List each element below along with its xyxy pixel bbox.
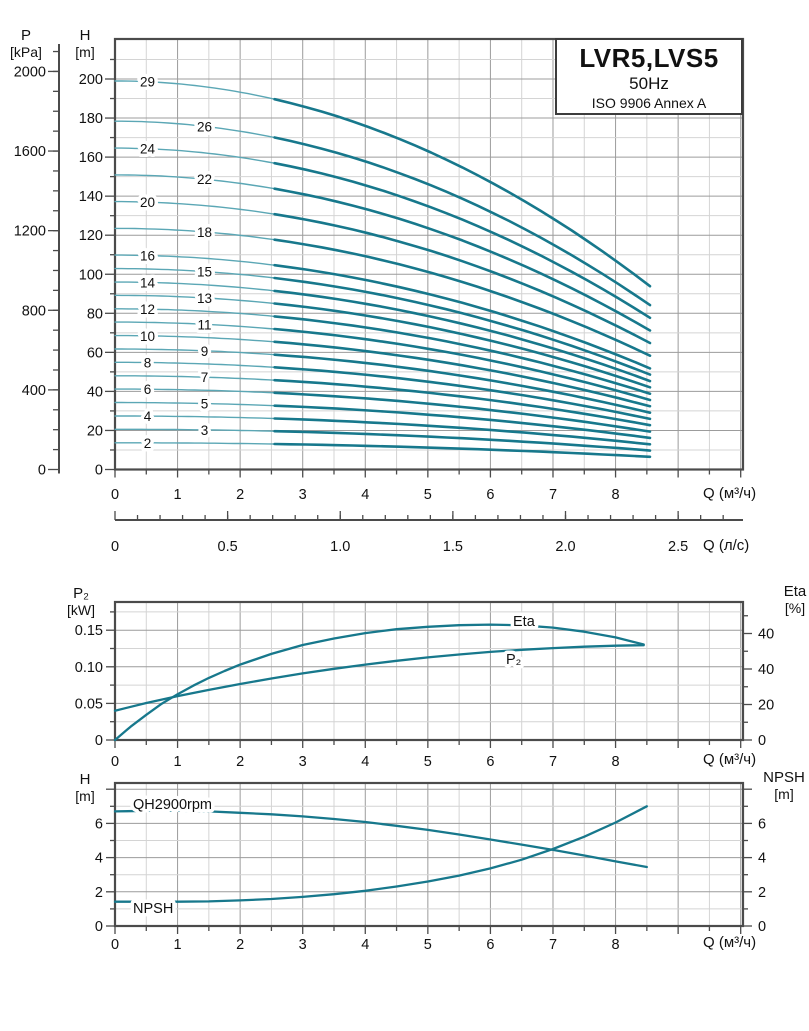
curve-label-26: 26 [196, 119, 212, 135]
h2-tick-label: 2 [94, 884, 103, 901]
curve-stage-16-lowflow [115, 255, 275, 265]
title-box [555, 38, 743, 115]
curve-label-22: 22 [196, 172, 212, 188]
curve-label-7: 7 [200, 370, 209, 386]
h2-tick-label: 6 [94, 816, 103, 833]
x-tick-label: 5 [423, 937, 432, 953]
main-flow-unit-label: Q (м³/ч) [703, 485, 757, 502]
curve-label-12: 12 [140, 302, 156, 318]
main-qh-chart [14, 39, 743, 555]
x-tick-label: 1 [173, 937, 182, 953]
ls-tick-label: 2.5 [668, 539, 689, 555]
x-tick-label: 0 [110, 754, 120, 770]
curve-label-24: 24 [140, 141, 156, 157]
curve-stage-8-lowflow [115, 362, 275, 367]
pressure-axis-unit: [kPa] [10, 44, 42, 60]
power-axis-header [56, 585, 106, 619]
ls-flow-unit-label: Q (л/с) [703, 537, 750, 554]
x-tick-label: 2 [236, 754, 245, 770]
curve-npsh [115, 806, 647, 901]
x-tick-label: 0 [110, 487, 120, 503]
pressure-axis-symbol: P [20, 27, 31, 44]
pump-model: LVR5,LVS5 [579, 43, 719, 73]
ls-tick-label: 2.0 [555, 539, 576, 555]
head2-axis-header [62, 771, 108, 805]
eta-axis-symbol: Eta [783, 583, 807, 600]
curve-stage-18-lowflow [115, 228, 275, 239]
curve-label-20: 20 [140, 195, 156, 211]
curve-stage-5-lowflow [115, 403, 275, 406]
curve-stage-20-lowflow [115, 202, 275, 215]
x-tick-label: 3 [298, 754, 307, 770]
x-tick-label: 2 [236, 937, 245, 953]
p2-tick-label: 0.05 [74, 696, 103, 713]
npsh-tick-label: 4 [758, 850, 767, 867]
curve-stage-10-lowflow [115, 336, 275, 342]
h-tick-label: 180 [78, 111, 103, 128]
curve-stage-13-lowflow [115, 295, 275, 303]
ls-tick-label: 1.5 [442, 539, 463, 555]
npsh-axis-symbol: NPSH [763, 769, 805, 786]
eta-tick-label: 0 [758, 733, 767, 749]
x-tick-label: 2 [236, 487, 245, 503]
npsh-axis-header [758, 769, 809, 803]
bottom-flow-unit-label: Q (м³/ч) [703, 934, 757, 951]
eta-curve-label: Eta [513, 614, 535, 630]
curve-p2 [115, 645, 644, 711]
p2-tick-label: 0.15 [74, 623, 103, 640]
x-tick-label: 3 [298, 487, 307, 503]
head-axis-unit: [m] [75, 44, 95, 60]
eta-axis-unit: [%] [784, 600, 806, 616]
curve-label-14: 14 [140, 275, 156, 291]
x-tick-label: 5 [423, 754, 432, 770]
curve-label-2: 2 [143, 435, 152, 451]
x-tick-label: 0 [110, 937, 120, 953]
power-axis-unit: [kW] [67, 602, 95, 618]
head2-axis-unit: [m] [75, 788, 95, 804]
p2-tick-label: 0 [94, 733, 103, 749]
x-tick-label: 3 [298, 937, 307, 953]
x-tick-label: 4 [361, 754, 370, 770]
h-tick-label: 160 [78, 150, 103, 167]
curve-stage-4-lowflow [115, 416, 275, 419]
curve-qh2900 [115, 811, 647, 867]
curve-label-11: 11 [197, 317, 212, 333]
curve-label-15: 15 [196, 264, 212, 280]
p2-curve-label: P₂ [506, 652, 522, 668]
curve-stage-26 [275, 138, 650, 306]
h-tick-label: 0 [94, 462, 103, 479]
x-tick-label: 8 [611, 754, 620, 770]
mid-flow-unit-label: Q (м³/ч) [703, 751, 757, 768]
h-tick-label: 20 [86, 423, 103, 440]
qh-curve-label: QH2900rpm [133, 797, 212, 813]
curve-label-16: 16 [140, 248, 156, 264]
x-tick-label: 8 [611, 937, 620, 953]
npsh-tick-label: 2 [758, 884, 767, 901]
eta-tick-label: 40 [758, 662, 775, 678]
power-efficiency-chart [75, 602, 774, 770]
curve-label-3: 3 [200, 422, 209, 438]
curve-stage-29 [275, 99, 650, 286]
x-tick-label: 7 [548, 937, 558, 953]
x-tick-label: 6 [486, 937, 495, 953]
x-tick-label: 4 [361, 487, 370, 503]
head-axis-symbol: H [79, 27, 91, 44]
curve-label-5: 5 [200, 396, 209, 412]
curve-stage-24-lowflow [115, 148, 275, 163]
curve-label-13: 13 [196, 290, 212, 306]
p-tick-label: 2000 [13, 64, 46, 81]
curve-stage-2-lowflow [115, 443, 275, 444]
p-tick-label: 1200 [13, 223, 46, 240]
p-tick-label: 1600 [13, 144, 46, 161]
curve-label-8: 8 [143, 355, 152, 371]
x-tick-label: 1 [173, 487, 182, 503]
x-tick-label: 5 [423, 487, 432, 503]
power-axis-symbol: P₂ [73, 585, 89, 602]
npsh-axis-unit: [m] [774, 786, 794, 802]
npsh-curve-label: NPSH [133, 901, 174, 917]
h-tick-label: 80 [86, 306, 103, 323]
p-tick-label: 800 [21, 303, 46, 320]
curve-label-4: 4 [143, 409, 152, 425]
curve-label-6: 6 [143, 382, 152, 398]
p-tick-label: 0 [37, 462, 46, 479]
h2-tick-label: 0 [94, 919, 103, 935]
curve-label-29: 29 [140, 74, 156, 90]
x-tick-label: 4 [361, 937, 370, 953]
ls-tick-label: 1.0 [330, 539, 351, 555]
eta-axis-header [772, 583, 809, 617]
curve-stage-11-lowflow [115, 322, 275, 329]
h-tick-label: 100 [78, 267, 103, 284]
x-tick-label: 6 [486, 487, 495, 503]
npsh-tick-label: 6 [758, 816, 767, 833]
x-tick-label: 1 [173, 754, 182, 770]
x-tick-label: 7 [548, 754, 558, 770]
h2-tick-label: 4 [94, 850, 103, 867]
x-tick-label: 7 [548, 487, 558, 503]
h-tick-label: 120 [78, 228, 103, 245]
pressure-axis-header [0, 27, 52, 61]
ls-tick-label: 0.5 [217, 539, 238, 555]
x-tick-label: 8 [611, 487, 620, 503]
curve-stage-6 [275, 393, 650, 432]
curve-stage-26-lowflow [115, 121, 275, 137]
curve-eta [115, 625, 644, 740]
ls-tick-label: 0 [110, 539, 120, 555]
frequency-label: 50Hz [629, 74, 669, 93]
h-tick-label: 40 [86, 384, 103, 401]
curve-stage-12-lowflow [115, 309, 275, 317]
eta-tick-label: 20 [758, 697, 775, 714]
head2-axis-symbol: H [79, 771, 91, 788]
curve-label-9: 9 [200, 343, 209, 359]
h-tick-label: 140 [78, 189, 103, 206]
curve-stage-14-lowflow [115, 282, 275, 291]
eta-tick-label: 40 [758, 626, 775, 643]
npsh-tick-label: 0 [758, 919, 767, 935]
p2-tick-label: 0.10 [74, 659, 103, 676]
curve-label-10: 10 [140, 328, 156, 344]
h-tick-label: 60 [86, 345, 103, 362]
head-axis-header [62, 27, 108, 61]
p-tick-label: 400 [21, 382, 46, 399]
curve-stage-15-lowflow [115, 269, 275, 278]
curve-stage-29-lowflow [115, 81, 275, 99]
curve-label-18: 18 [196, 224, 212, 240]
qh-npsh-chart [95, 783, 766, 953]
h-tick-label: 200 [78, 72, 103, 88]
standard-label: ISO 9906 Annex A [591, 95, 707, 111]
x-tick-label: 6 [486, 754, 495, 770]
curve-stage-7-lowflow [115, 376, 275, 380]
